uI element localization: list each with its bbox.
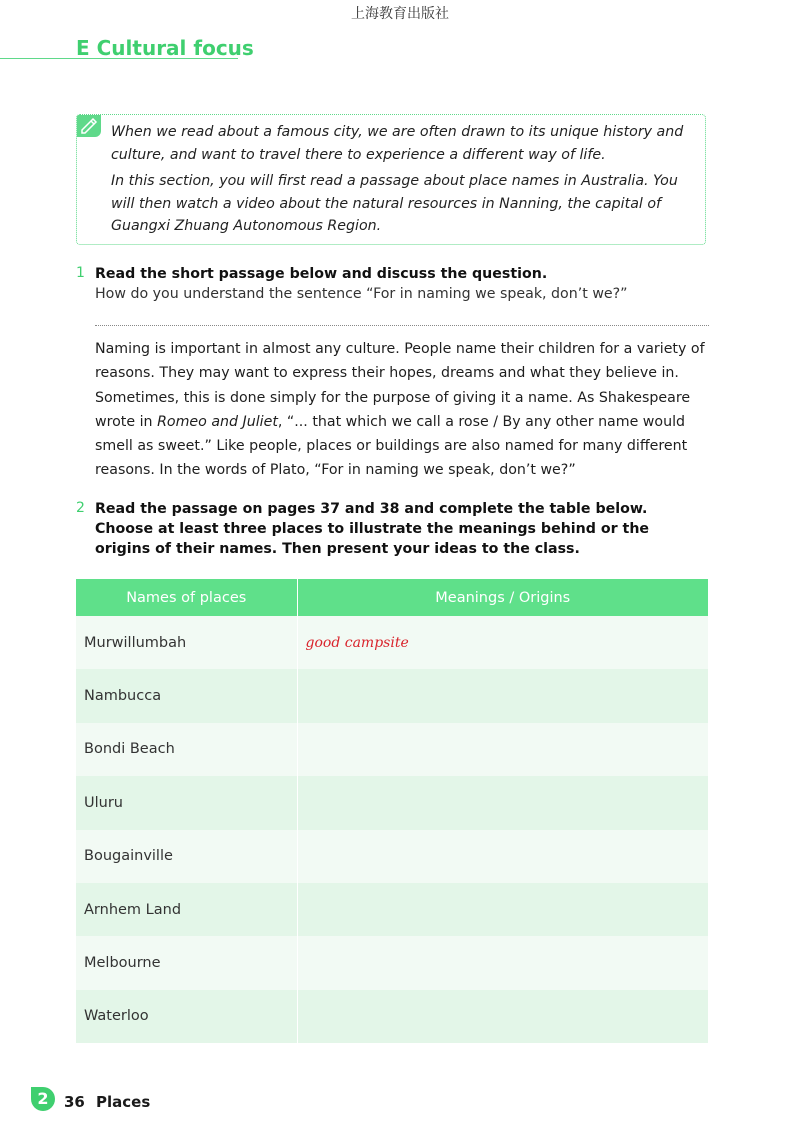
meaning-cell[interactable] bbox=[297, 936, 708, 989]
place-name: Waterloo bbox=[76, 990, 297, 1043]
pencil-icon bbox=[77, 115, 101, 137]
passage-text-2: , “... that which we call a rose / By any other name would smell as sweet.” Like people, places or buildings are also named for many different reasons. In the words of Plato, “For in naming we speak, don’t we?” bbox=[95, 413, 688, 479]
table-row bbox=[76, 669, 708, 722]
place-name: Nambucca bbox=[76, 669, 297, 722]
meaning-cell[interactable] bbox=[297, 723, 708, 776]
table-row bbox=[76, 883, 708, 936]
dotted-divider bbox=[95, 325, 709, 326]
meaning-cell[interactable] bbox=[297, 616, 708, 669]
table-row bbox=[76, 616, 708, 669]
intro-box bbox=[76, 114, 706, 245]
places-table bbox=[76, 579, 708, 1043]
section-divider bbox=[0, 58, 238, 59]
place-name: Arnhem Land bbox=[76, 883, 297, 936]
reading-passage bbox=[95, 337, 715, 483]
meaning-cell[interactable] bbox=[297, 883, 708, 936]
question-1-instruction: Read the short passage below and discuss the question. bbox=[95, 266, 548, 282]
place-name: Bougainville bbox=[76, 830, 297, 883]
table-row bbox=[76, 776, 708, 829]
passage-text-1: Naming is important in almost any culture. People name their children for a variety of reasons. They may want to express their hopes, dreams and what they believe in. Sometimes, this is done simply for the purpose of giving it a name. As Shakespeare wrote in bbox=[95, 341, 705, 430]
meaning-cell[interactable] bbox=[297, 776, 708, 829]
meaning-cell[interactable] bbox=[297, 830, 708, 883]
question-2-instruction: Read the passage on pages 37 and 38 and complete the table below. Choose at least three places to illustrate the meanings behind or the origins of their names. Then present your ideas to the class. bbox=[95, 501, 650, 557]
question-1-prompt: How do you understand the sentence “For in naming we speak, don’t we?” bbox=[95, 286, 628, 302]
meaning-cell[interactable] bbox=[297, 669, 708, 722]
table-header-row bbox=[76, 579, 708, 616]
place-name: Melbourne bbox=[76, 936, 297, 989]
table-row bbox=[76, 723, 708, 776]
page-number: 36 bbox=[64, 1093, 85, 1111]
passage-title-italic: Romeo and Juliet bbox=[157, 413, 278, 430]
publisher-header: 上海教育出版社 bbox=[351, 6, 449, 22]
meaning-cell[interactable] bbox=[297, 990, 708, 1043]
place-name: Murwillumbah bbox=[76, 616, 297, 669]
question-1-number: 1 bbox=[76, 265, 85, 281]
intro-paragraph-2: In this section, you will first read a passage about place names in Australia. You will then watch a video about the natural resources in Nanning, the capital of Guangxi Zhuang Autonomous Region. bbox=[111, 173, 678, 234]
intro-paragraph-1: When we read about a famous city, we are often drawn to its unique history and culture, and want to travel there to experience a different way of life. bbox=[111, 124, 684, 163]
table-row bbox=[76, 990, 708, 1043]
question-2-number: 2 bbox=[76, 500, 85, 516]
page-label: Places bbox=[96, 1093, 151, 1111]
header-meanings-origins: Meanings / Origins bbox=[297, 579, 708, 616]
section-title: E Cultural focus bbox=[76, 36, 254, 60]
header-names-of-places: Names of places bbox=[76, 579, 297, 616]
place-name: Bondi Beach bbox=[76, 723, 297, 776]
handwritten-answer: good campsite bbox=[305, 634, 409, 651]
table-row bbox=[76, 936, 708, 989]
place-name: Uluru bbox=[76, 776, 297, 829]
unit-badge: 2 bbox=[31, 1087, 55, 1111]
question-1 bbox=[95, 264, 715, 304]
table-row bbox=[76, 830, 708, 883]
